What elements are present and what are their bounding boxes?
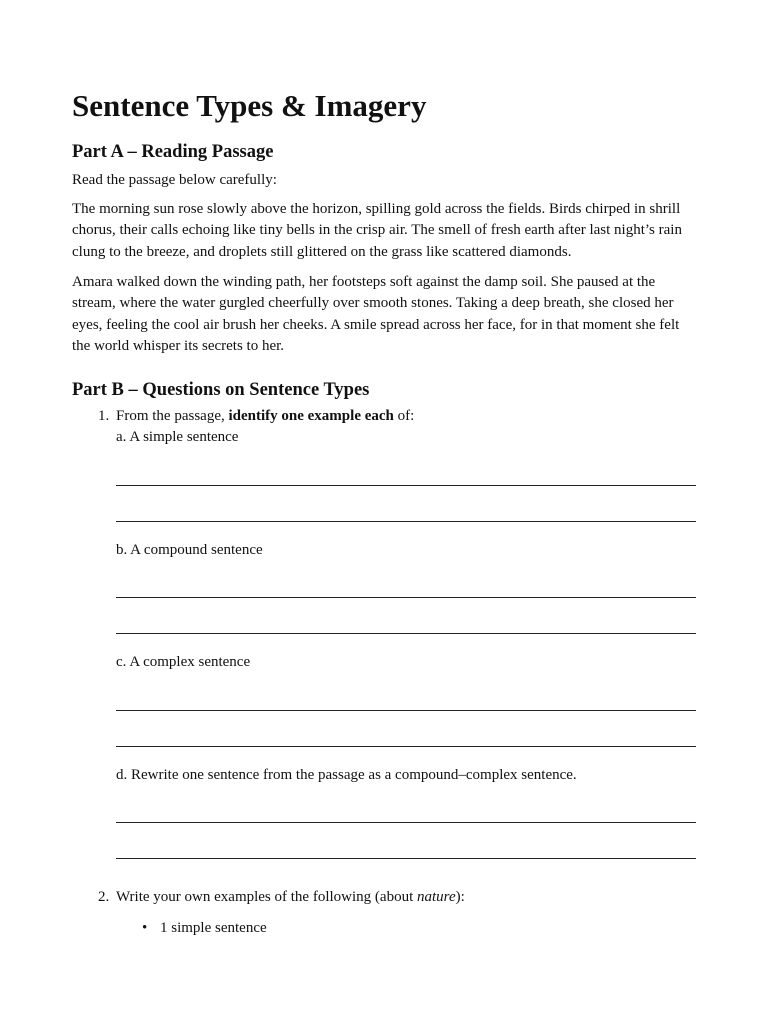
question-2 bbox=[72, 887, 696, 939]
emphasis-text: nature bbox=[417, 889, 456, 905]
part-b-heading: Part B – Questions on Sentence Types bbox=[72, 379, 370, 400]
bullet-icon: • bbox=[142, 919, 148, 936]
page-title: Sentence Types & Imagery bbox=[72, 88, 427, 123]
question-number: 2. bbox=[98, 889, 110, 905]
question-2-prompt: Write your own examples of the following (about nature): bbox=[116, 889, 465, 905]
answer-line[interactable] bbox=[116, 858, 696, 859]
answer-line[interactable] bbox=[116, 485, 696, 486]
part-a-instructions: Read the passage below carefully: bbox=[72, 172, 277, 188]
subquestion-d: d. Rewrite one sentence from the passage as a compound–complex sentence. bbox=[116, 766, 577, 783]
answer-line[interactable] bbox=[116, 597, 696, 598]
part-a-heading: Part A – Reading Passage bbox=[72, 142, 274, 162]
subquestion-c: c. A complex sentence bbox=[116, 654, 251, 670]
passage-paragraph-1: The morning sun rose slowly above the horizon, spilling gold across the fields. Birds chirped in shrill chorus, their calls echoing like tiny bells in the crisp air. The smell of fresh earth after last night’s rain clung to the breeze, and droplets still glittered on the grass like scattered diamonds. bbox=[72, 200, 682, 260]
emphasis-text: identify one example each bbox=[228, 407, 394, 424]
answer-line[interactable] bbox=[116, 710, 696, 711]
worksheet-page bbox=[72, 86, 696, 939]
answer-line[interactable] bbox=[116, 822, 696, 823]
passage-paragraph-2: Amara walked down the winding path, her footsteps soft against the damp soil. She paused at the stream, where the water gurgled cheerfully over smooth stones. Taking a deep breath, she closed her eyes, feeling the cool air brush her cheeks. A smile spread across her face, for in that moment she felt the world whisper its secrets to her. bbox=[72, 273, 680, 354]
bullet-list bbox=[116, 918, 696, 940]
subquestion-a: a. A simple sentence bbox=[116, 429, 239, 445]
question-number: 1. bbox=[98, 407, 110, 424]
question-1 bbox=[72, 406, 696, 860]
question-list bbox=[72, 406, 696, 940]
subquestion-b: b. A compound sentence bbox=[116, 541, 263, 558]
question-1-prompt: From the passage, identify one example each of: bbox=[116, 407, 415, 424]
bullet-item: • 1 simple sentence bbox=[116, 918, 696, 940]
